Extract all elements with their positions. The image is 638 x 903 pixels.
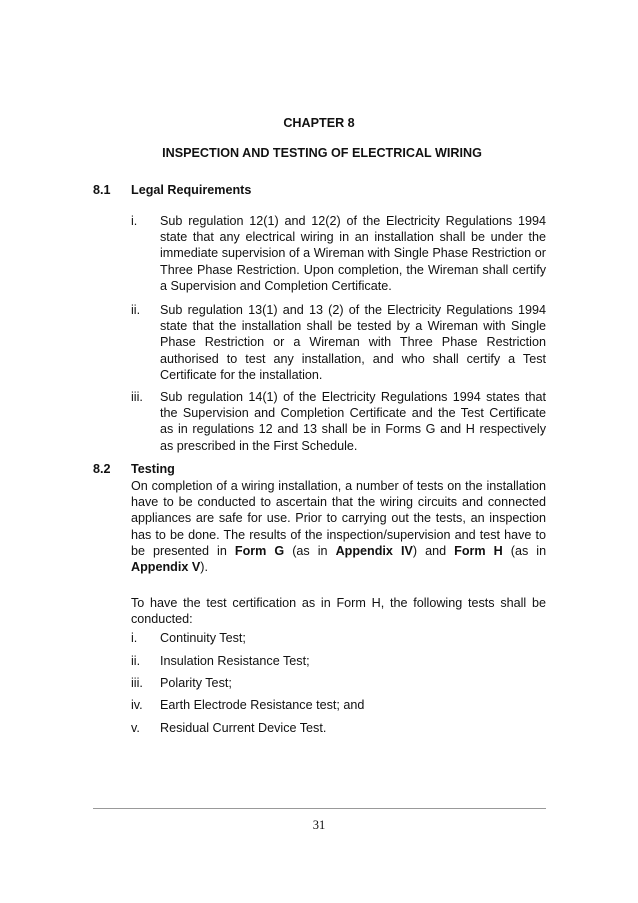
list-item-text: Continuity Test; xyxy=(160,631,246,645)
test-list-item xyxy=(131,697,546,713)
form-h-ref: Form H xyxy=(454,543,503,558)
test-list-item xyxy=(131,675,546,691)
list-item-text: Insulation Resistance Test; xyxy=(160,654,310,668)
page-number: 31 xyxy=(312,818,326,832)
list-item-text: Earth Electrode Resistance test; and xyxy=(160,698,365,712)
list-item-text: Residual Current Device Test. xyxy=(160,721,327,735)
section-number: 8.2 xyxy=(93,462,111,476)
list-item xyxy=(131,213,546,294)
appendix-iv-ref: Appendix IV xyxy=(335,543,413,558)
list-item-number: ii. xyxy=(131,303,141,317)
footer-rule xyxy=(93,808,546,809)
list-item xyxy=(131,302,546,383)
test-list-item xyxy=(131,720,546,736)
section-title: Testing xyxy=(131,462,175,476)
section-title: Legal Requirements xyxy=(131,183,252,197)
list-item-number: ii. xyxy=(131,654,141,668)
chapter-label: CHAPTER 8 xyxy=(283,116,355,130)
form-g-ref: Form G xyxy=(234,543,285,558)
list-item-number: v. xyxy=(131,721,140,735)
list-item-number: iv. xyxy=(131,698,143,712)
list-item-number: iii. xyxy=(131,676,143,690)
list-item-text: Sub regulation 14(1) of the Electricity Regulations 1994 states that the Supervision and Completion Certificate and the Test Certificate as in regulations 12 and 13 shall be in Forms G and H respectively as prescribed in the First Schedule. xyxy=(160,390,546,453)
list-item-number: i. xyxy=(131,631,138,645)
list-item-number: iii. xyxy=(131,390,143,404)
paragraph-text: ). xyxy=(200,560,208,575)
paragraph-text: (as in xyxy=(510,543,547,558)
body-paragraph xyxy=(131,478,546,575)
paragraph-text: (as in xyxy=(292,543,328,558)
test-list-item xyxy=(131,630,546,646)
list-item xyxy=(131,389,546,454)
list-item-text: Polarity Test; xyxy=(160,676,232,690)
paragraph-text: ) and xyxy=(412,543,447,558)
test-list-item xyxy=(131,653,546,669)
appendix-v-ref: Appendix V xyxy=(131,560,201,575)
section-number: 8.1 xyxy=(93,183,111,197)
paragraph-text: On completion of a wiring installation, a number of tests on the installation have to be conducted to ascertain that the wiring circuits and connected appliances are safe for use. Prior to carrying out the tests, an inspection has to be done. The results of the inspection/supervision and test have to be presented in xyxy=(131,479,546,558)
chapter-title: INSPECTION AND TESTING OF ELECTRICAL WIRING xyxy=(162,146,482,160)
list-item-text: Sub regulation 12(1) and 12(2) of the Electricity Regulations 1994 state that any electrical wiring in an installation shall be under the immediate supervision of a Wireman with Single Phase Restriction or Three Phase Restriction. Upon completion, the Wireman shall certify a Supervision and Completion Certificate. xyxy=(160,214,546,293)
body-paragraph: To have the test certification as in Form H, the following tests shall be conducted: xyxy=(131,596,546,627)
list-item-text: Sub regulation 13(1) and 13 (2) of the Electricity Regulations 1994 state that the installation shall be tested by a Wireman with Single Phase Restriction or a Wireman with Three Phase Restriction authorised to test any installation, and who shall certify a Test Certificate for the installation. xyxy=(160,303,546,382)
list-item-number: i. xyxy=(131,214,138,228)
